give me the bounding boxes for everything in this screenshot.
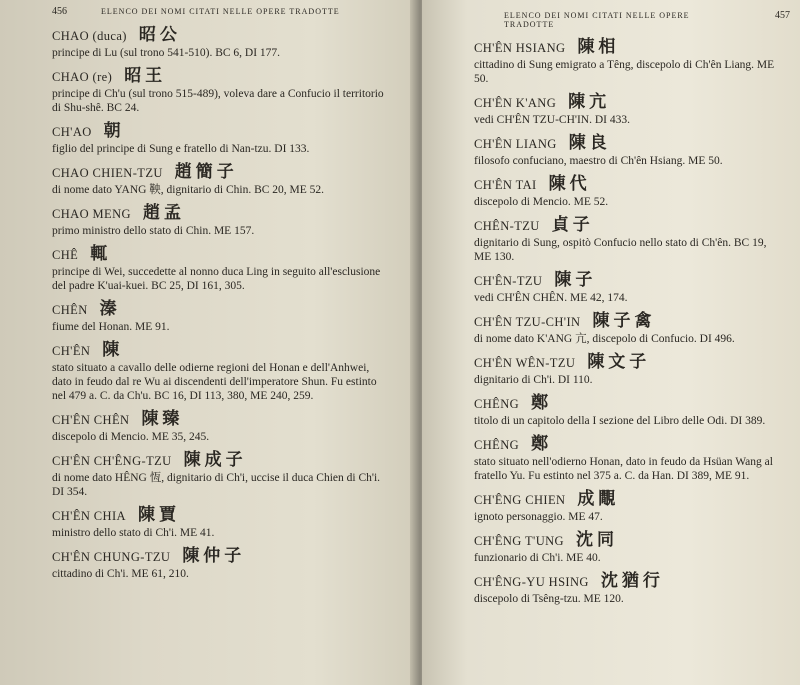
entry-description: stato situato nell'odierno Honan, dato in feudo da Hsüan Wang al fratello Yu. Fu estinto nel 375 a. C. da Han. DI 389, ME 91. (474, 456, 773, 482)
entry-heading (52, 340, 392, 361)
entry-name: CH'ÊNG-YU HSING (474, 575, 589, 589)
index-entry (474, 489, 790, 524)
entry-name: CHÊN-TZU (474, 219, 540, 233)
entry-name: CH'ÊN CH'ÊNG-TZU (52, 454, 172, 468)
entry-name: CH'ÊN TZU-CH'IN (474, 315, 581, 329)
entry-name: CH'ÊN CHUNG-TZU (52, 550, 171, 564)
entry-name: CHAO (re) (52, 70, 113, 84)
index-entry (52, 340, 392, 403)
entry-name: CH'ÊN CHÊN (52, 413, 130, 427)
entry-description: di nome dato HÊNG 恆, dignitario di Ch'i, uccise il duca Chien di Ch'i. DI 354. (52, 472, 381, 498)
entry-chinese-characters: 陳子 (554, 270, 597, 290)
running-title: ELENCO DEI NOMI CITATI NELLE OPERE TRADOTTE (504, 11, 690, 29)
entry-heading (474, 92, 790, 113)
entry-heading (474, 311, 790, 332)
entry-heading (52, 25, 392, 46)
index-entry (52, 409, 392, 444)
entry-description: di nome dato YANG 鞅, dignitario di Chin. BC 20, ME 52. (52, 184, 325, 196)
entry-heading (52, 203, 392, 224)
index-entry (474, 434, 790, 483)
entry-chinese-characters: 陳文子 (587, 352, 651, 372)
entry-name: CH'ÊN TAI (474, 178, 537, 192)
entry-heading (474, 215, 790, 236)
entry-description: principe di Wei, succedette al nonno duca Ling in seguito all'esclusione del padre K'uai-kuei. BC 25, DI 161, 305. (52, 266, 381, 292)
entry-heading (52, 244, 392, 265)
entry-heading (474, 270, 790, 291)
entry-name: CH'ÊN-TZU (474, 274, 543, 288)
entry-description: cittadino di Ch'i. ME 61, 210. (52, 568, 189, 580)
entry-chinese-characters: 沈猶行 (600, 571, 664, 591)
entry-heading (474, 434, 790, 455)
index-entry (474, 174, 790, 209)
entry-name: CHÊNG (474, 438, 520, 452)
entry-description: funzionario di Ch'i. ME 40. (474, 552, 601, 564)
index-entry (52, 121, 392, 156)
entry-chinese-characters: 趙簡子 (174, 162, 238, 182)
entry-description: discepolo di Mencio. ME 35, 245. (52, 431, 210, 443)
index-entry (474, 133, 790, 168)
entry-description: titolo di un capitolo della I sezione del Libro delle Odi. DI 389. (474, 415, 766, 427)
entry-heading (474, 489, 790, 510)
entry-heading (474, 393, 790, 414)
entry-chinese-characters: 沈同 (575, 530, 618, 550)
entry-name: CH'ÊN HSIANG (474, 41, 566, 55)
index-entry (52, 546, 392, 581)
entry-chinese-characters: 朝 (103, 121, 125, 141)
index-entry (474, 270, 790, 305)
entry-heading (52, 299, 392, 320)
entry-description: dignitario di Ch'i. DI 110. (474, 374, 593, 386)
index-entry (52, 203, 392, 238)
entry-chinese-characters: 陳賈 (137, 505, 180, 525)
entry-heading (474, 530, 790, 551)
entry-name: CH'AO (52, 125, 92, 139)
entry-heading (52, 505, 392, 526)
entry-description: discepolo di Mencio. ME 52. (474, 196, 609, 208)
entry-description: principe di Lu (sul trono 541-510). BC 6, DI 177. (52, 47, 281, 59)
entry-heading (474, 133, 790, 154)
index-entry (52, 505, 392, 540)
left-running-head (52, 6, 392, 17)
entry-chinese-characters: 輒 (90, 244, 112, 264)
right-page (422, 0, 800, 685)
index-entry (52, 244, 392, 293)
entry-name: CH'ÊN CHIA (52, 509, 126, 523)
entry-description: primo ministro dello stato di Chin. ME 157. (52, 225, 255, 237)
entry-chinese-characters: 陳亢 (568, 92, 611, 112)
entry-chinese-characters: 昭王 (124, 66, 167, 86)
entry-chinese-characters: 陳代 (548, 174, 591, 194)
entry-name: CH'ÊNG CHIEN (474, 493, 566, 507)
entry-description: figlio del principe di Sung e fratello di Nan-tzu. DI 133. (52, 143, 310, 155)
index-entry (474, 92, 790, 127)
index-entry (52, 66, 392, 115)
entry-name: CH'ÊNG T'UNG (474, 534, 564, 548)
entry-heading (52, 162, 392, 183)
entry-chinese-characters: 陳仲子 (182, 546, 246, 566)
entry-description: vedi CH'ÊN CHÊN. ME 42, 174. (474, 292, 628, 304)
page-number: 456 (52, 6, 67, 17)
entry-chinese-characters: 陳良 (568, 133, 611, 153)
entry-name: CHÊN (52, 303, 88, 317)
index-entry (52, 299, 392, 334)
entry-name: CHAO (duca) (52, 29, 127, 43)
entry-heading (52, 121, 392, 142)
entry-chinese-characters: 陳臻 (141, 409, 184, 429)
right-entries (474, 37, 790, 606)
index-entry (52, 162, 392, 197)
entry-description: ignoto personaggio. ME 47. (474, 511, 603, 523)
index-entry (52, 450, 392, 499)
entry-chinese-characters: 陳成子 (183, 450, 247, 470)
entry-chinese-characters: 成覸 (577, 489, 620, 509)
entry-name: CH'ÊN WÊN-TZU (474, 356, 576, 370)
index-entry (474, 215, 790, 264)
entry-name: CHAO CHIEN-TZU (52, 166, 163, 180)
entry-heading (52, 409, 392, 430)
entry-description: ministro dello stato di Ch'i. ME 41. (52, 527, 215, 539)
running-title: ELENCO DEI NOMI CITATI NELLE OPERE TRADOTTE (101, 7, 340, 16)
index-entry (474, 37, 790, 86)
entry-chinese-characters: 鄭 (531, 434, 553, 454)
entry-name: CH'ÊN K'ANG (474, 96, 557, 110)
index-entry (474, 311, 790, 346)
entry-name: CH'ÊN (52, 344, 91, 358)
entry-name: CHÊNG (474, 397, 520, 411)
entry-heading (52, 546, 392, 567)
entry-description: principe di Ch'u (sul trono 515-489), voleva dare a Confucio il territorio di Shu-shê. BC 24. (52, 88, 384, 114)
entry-heading (52, 66, 392, 87)
entry-heading (474, 174, 790, 195)
entry-description: di nome dato K'ANG 亢, discepolo di Confucio. DI 496. (474, 333, 735, 345)
entry-chinese-characters: 貞子 (551, 215, 594, 235)
entry-chinese-characters: 昭公 (138, 25, 181, 45)
entry-heading (52, 450, 392, 471)
entry-heading (474, 352, 790, 373)
entry-name: CH'ÊN LIANG (474, 137, 557, 151)
index-entry (52, 25, 392, 60)
entry-description: vedi CH'ÊN TZU-CH'IN. DI 433. (474, 114, 630, 126)
left-entries (52, 25, 392, 581)
entry-chinese-characters: 趙孟 (142, 203, 185, 223)
entry-chinese-characters: 溱 (99, 299, 121, 319)
entry-name: CHÊ (52, 248, 79, 262)
entry-description: filosofo confuciano, maestro di Ch'ên Hsiang. ME 50. (474, 155, 723, 167)
entry-chinese-characters: 陳 (102, 340, 124, 360)
entry-description: cittadino di Sung emigrato a Têng, discepolo di Ch'ên Liang. ME 50. (474, 59, 775, 85)
entry-heading (474, 37, 790, 58)
index-entry (474, 530, 790, 565)
entry-chinese-characters: 陳子禽 (592, 311, 656, 331)
entry-description: discepolo di Tsêng-tzu. ME 120. (474, 593, 624, 605)
index-entry (474, 571, 790, 606)
index-entry (474, 352, 790, 387)
entry-description: stato situato a cavallo delle odierne regioni del Honan e dell'Anhwei, dato in feudo dal re Wu ai discendenti dell'imperatore Shun. Fu estinto nel 479 a. C. da Ch'u. BC 16, DI 113, 380, ME 240, 259. (52, 362, 377, 402)
page-number: 457 (775, 10, 790, 21)
entry-chinese-characters: 陳相 (577, 37, 620, 57)
entry-chinese-characters: 鄭 (531, 393, 553, 413)
entry-name: CHAO MENG (52, 207, 131, 221)
right-running-head (474, 10, 790, 29)
index-entry (474, 393, 790, 428)
entry-description: fiume del Honan. ME 91. (52, 321, 170, 333)
entry-heading (474, 571, 790, 592)
entry-description: dignitario di Sung, ospitò Confucio nello stato di Ch'ên. BC 19, ME 130. (474, 237, 767, 263)
